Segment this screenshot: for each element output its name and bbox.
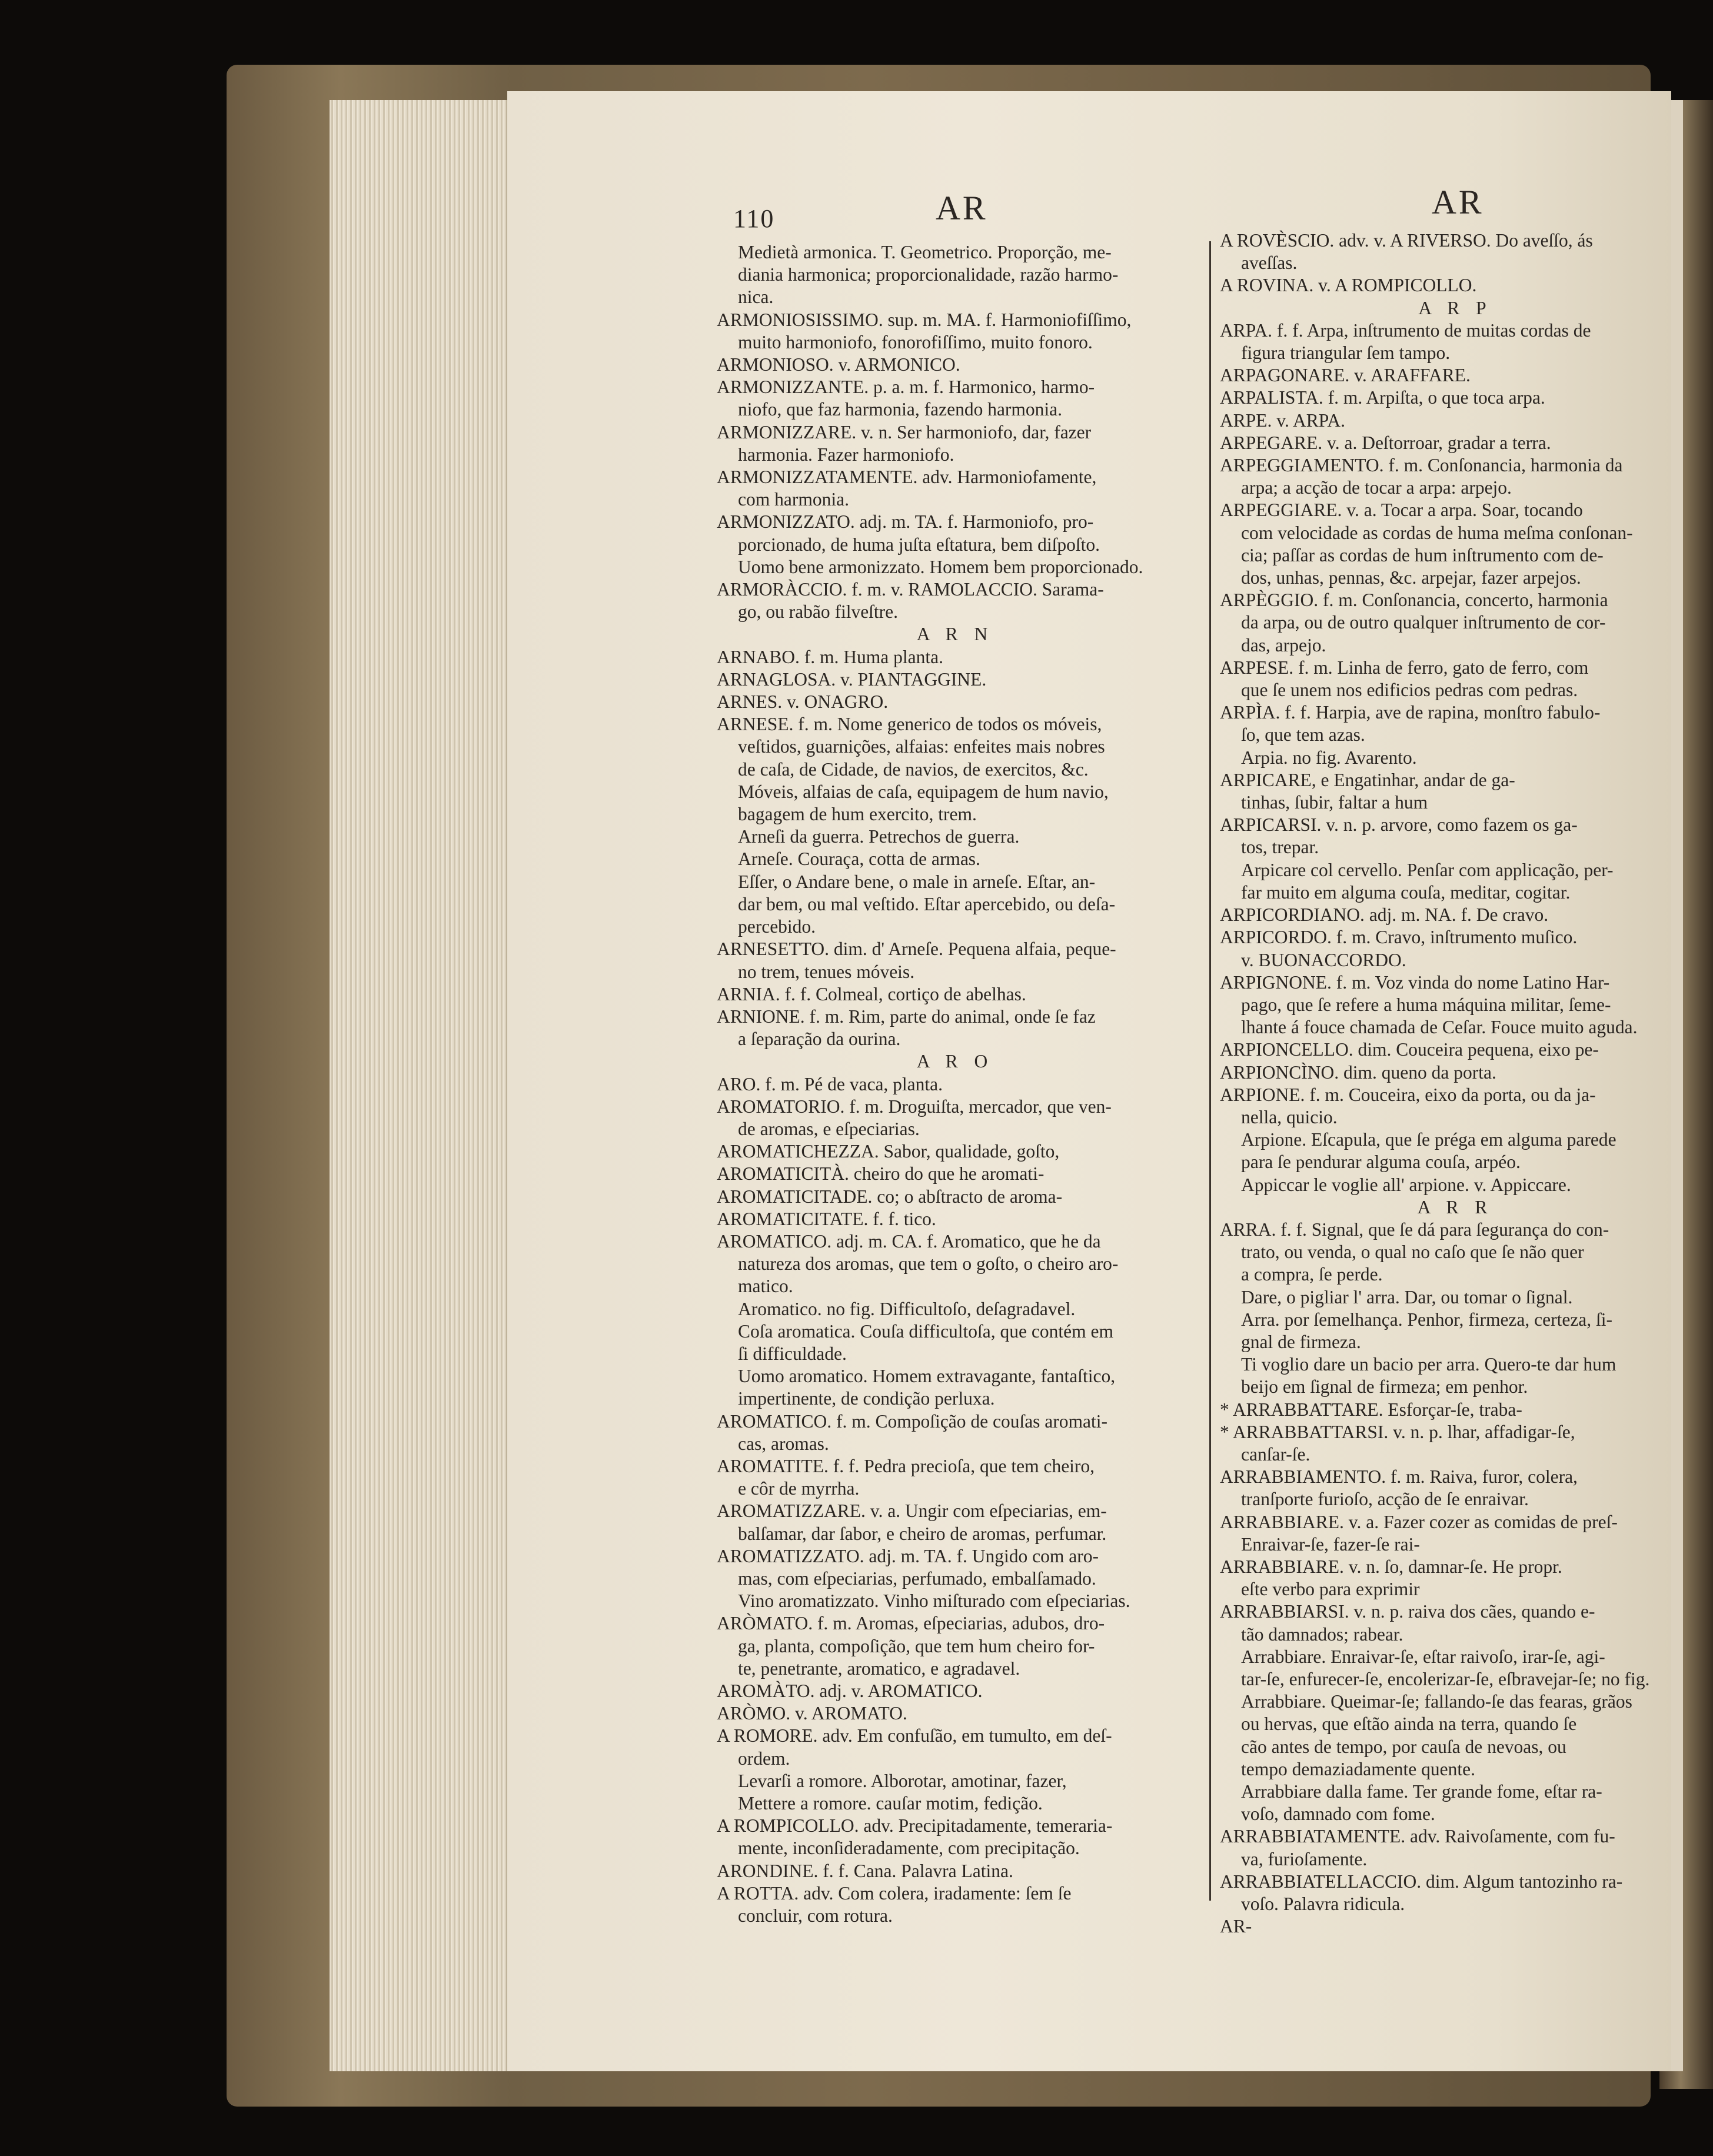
entry-line: Arpione. Eſcapula, que ſe préga em alguma parede — [1241, 1129, 1616, 1150]
entry-line: ARPA. f. f. Arpa, inſtrumento de muitas cordas de — [1220, 320, 1591, 341]
entry-line: Arneſi da guerra. Petrechos de guerra. — [738, 826, 1020, 847]
entry-line: niofo, que faz harmonia, fazendo harmonia. — [738, 399, 1063, 420]
entry-line: canſar-ſe. — [1241, 1443, 1310, 1465]
entry-line: AROMATIZZATO. adj. m. TA. f. Ungido com aro- — [717, 1545, 1099, 1566]
entry-line: ARNIONE. f. m. Rim, parte do animal, onde ſe faz — [717, 1006, 1096, 1027]
entry-line: A R N — [916, 624, 994, 645]
entry-line: com velocidade as cordas de huma meſma conſonan- — [1241, 522, 1633, 543]
entry-line: A R O — [916, 1051, 994, 1072]
entry-line: ARPÈGGIO. f. m. Conſonancia, concerto, harmonia — [1220, 590, 1608, 611]
entry-line: ga, planta, compoſição, que tem hum cheiro for- — [738, 1635, 1095, 1656]
entry-line: a compra, ſe perde. — [1241, 1264, 1383, 1285]
entry-line: te, penetrante, aromatico, e agradavel. — [738, 1658, 1020, 1679]
entry-line: ARNIA. f. f. Colmeal, cortiço de abelhas. — [717, 983, 1026, 1004]
entry-line: A ROVÈSCIO. adv. v. A RIVERSO. Do aveſſo, ás — [1220, 230, 1593, 251]
entry-line: ARMONIZZATAMENTE. adv. Harmoniofamente, — [717, 467, 1097, 488]
entry-line: veſtidos, guarnições, alfaias: enfeites mais nobres — [738, 736, 1105, 757]
entry-line: tempo demaziadamente quente. — [1241, 1758, 1475, 1779]
entry-line: diania harmonica; proporcionalidade, razão harmo- — [738, 264, 1119, 285]
entry-line: de caſa, de Cidade, de navios, de exercitos, &c. — [738, 758, 1089, 780]
entry-line: Ti voglio dare un bacio per arra. Quero-te dar hum — [1241, 1354, 1616, 1375]
entry-line: ARNAGLOSA. v. PIANTAGGINE. — [717, 668, 987, 690]
entry-line: ARPEGGIARE. v. a. Tocar a arpa. Soar, tocando — [1220, 500, 1583, 521]
entry-line: ARRABBIARSI. v. n. p. raiva dos cães, quando e- — [1220, 1601, 1595, 1622]
entry-line: v. BUONACCORDO. — [1241, 949, 1406, 970]
entry-line: ARÒMO. v. AROMATO. — [717, 1703, 907, 1724]
entry-line: nica. — [738, 287, 774, 308]
entry-line: tos, trepar. — [1241, 837, 1319, 858]
entry-line: ARPIONCELLO. dim. Couceira pequena, eixo pe- — [1220, 1039, 1599, 1060]
entry-line: ARPIGNONE. f. m. Voz vinda do nome Latino Har- — [1220, 971, 1610, 993]
entry-line: A ROTTA. adv. Com colera, iradamente: ſem ſe — [717, 1882, 1072, 1904]
entry-line: lhante á fouce chamada de Ceſar. Fouce muito aguda. — [1241, 1017, 1638, 1038]
entry-line: far muito em alguma couſa, meditar, cogitar. — [1241, 881, 1571, 903]
entry-line: ſi difficuldade. — [738, 1343, 847, 1364]
entry-line: ARPICORDO. f. m. Cravo, inſtrumento muſico. — [1220, 927, 1578, 948]
entry-line: cão antes de tempo, por cauſa de nevoas, ou — [1241, 1736, 1566, 1757]
entry-line: Arpicare col cervello. Penſar com applicação, per- — [1241, 859, 1614, 880]
entry-line: impertinente, de condição perluxa. — [738, 1388, 995, 1409]
entry-line: harmonia. Fazer harmoniofo. — [738, 444, 954, 465]
entry-line: Eſſer, o Andare bene, o male in arneſe. Eſtar, an- — [738, 871, 1096, 892]
entry-line: pago, que ſe refere a huma máquina militar, ſeme- — [1241, 994, 1611, 1015]
entry-line: ARNABO. f. m. Huma planta. — [717, 646, 943, 667]
entry-line: ARONDINE. f. f. Cana. Palavra Latina. — [717, 1860, 1013, 1881]
page-edges — [330, 100, 507, 2071]
entry-line: voſo, damnado com fome. — [1241, 1804, 1435, 1825]
entry-line: ARPAGONARE. v. ARAFFARE. — [1220, 365, 1471, 386]
entry-line: ARRA. f. f. Signal, que ſe dá para ſegurança do con- — [1220, 1219, 1609, 1240]
entry-line: para ſe pendurar alguma couſa, arpéo. — [1241, 1152, 1521, 1173]
entry-line: ARO. f. m. Pé de vaca, planta. — [717, 1073, 943, 1094]
entry-line: da arpa, ou de outro qualquer inſtrumento de cor- — [1241, 612, 1606, 633]
entry-line: Arpia. no fig. Avarento. — [1241, 747, 1417, 768]
entry-line: Arrabbiare. Queimar-ſe; fallando-ſe das fearas, grãos — [1241, 1691, 1632, 1712]
entry-line: tinhas, ſubir, faltar a hum — [1241, 792, 1428, 813]
entry-line: Arrabbiare dalla fame. Ter grande fome, eſtar ra- — [1241, 1781, 1602, 1802]
page-number: 110 — [733, 204, 775, 233]
entry-line: gnal de firmeza. — [1241, 1331, 1361, 1352]
entry-line: que ſe unem nos edificios pedras com pedras. — [1241, 680, 1578, 701]
entry-line: de aromas, e eſpeciarias. — [738, 1118, 920, 1139]
entry-line: ARNESE. f. m. Nome generico de todos os móveis, — [717, 714, 1102, 735]
right-column — [1220, 229, 1691, 1938]
entry-line: ARPICARSI. v. n. p. arvore, como fazem os ga- — [1220, 814, 1578, 836]
entry-line: AROMATICO. f. m. Compoſição de couſas aromati- — [717, 1410, 1108, 1432]
entry-line: matico. — [738, 1276, 793, 1297]
entry-line: ARRABBIAMENTO. f. m. Raiva, furor, colera, — [1220, 1466, 1578, 1488]
entry-line: ARRABBIATELLACCIO. dim. Algum tantozinho ra- — [1220, 1871, 1623, 1892]
entry-line: eſte verbo para exprimir — [1241, 1579, 1420, 1600]
entry-line: ARMONIOSO. v. ARMONICO. — [717, 354, 960, 375]
entry-line: concluir, com rotura. — [738, 1905, 893, 1927]
entry-line: ARMONIZZANTE. p. a. m. f. Harmonico, harmo- — [717, 377, 1095, 398]
entry-line: ARMONIZZARE. v. n. Ser harmoniofo, dar, fazer — [717, 421, 1092, 442]
entry-line: go, ou rabão filveſtre. — [738, 601, 899, 623]
entry-line: beijo em ſignal de firmeza; em penhor. — [1241, 1376, 1528, 1398]
entry-line: ARPALISTA. f. m. Arpiſta, o que toca arpa. — [1220, 387, 1545, 408]
entry-line: ARRABBIATAMENTE. adv. Raivoſamente, com fu- — [1220, 1826, 1615, 1847]
entry-line: Arrabbiare. Enraivar-ſe, eſtar raivoſo, irar-ſe, agi- — [1241, 1646, 1605, 1667]
entry-line: natureza dos aromas, que tem o goſto, o cheiro aro- — [738, 1253, 1119, 1275]
entry-line: Coſa aromatica. Couſa difficultoſa, que contém em — [738, 1320, 1113, 1342]
entry-line: ARNESETTO. dim. d' Arneſe. Pequena alfaia, peque- — [717, 939, 1116, 960]
entry-line: ARMONIOSISSIMO. sup. m. MA. f. Harmoniofiſſimo, — [717, 309, 1132, 330]
entry-line: Uomo bene armonizzato. Homem bem proporcionado. — [738, 556, 1143, 577]
entry-line: das, arpejo. — [1241, 634, 1326, 656]
entry-line: A ROMPICOLLO. adv. Precipitadamente, temeraria- — [717, 1815, 1113, 1836]
entry-line: ARMORÀCCIO. f. m. v. RAMOLACCIO. Sarama- — [717, 579, 1104, 600]
entry-line: ARPEGARE. v. a. Deſtorroar, gradar a terra. — [1220, 432, 1551, 453]
entry-line: AROMATICHEZZA. Sabor, qualidade, goſto, — [717, 1141, 1060, 1162]
entry-line: Arneſe. Couraça, cotta de armas. — [738, 849, 980, 870]
entry-line: mas, com eſpeciarias, perfumado, embalſamado. — [738, 1568, 1096, 1589]
entry-line: Vino aromatizzato. Vinho miſturado com eſpeciarias. — [738, 1591, 1130, 1612]
entry-line: AROMATICITADE. co; o abſtracto de aroma- — [717, 1186, 1063, 1207]
entry-line: AROMATIZZARE. v. a. Ungir com eſpeciarias, em- — [717, 1500, 1107, 1522]
entry-line: Mettere a romore. cauſar motim, fedição. — [738, 1793, 1043, 1814]
entry-line: ARNES. v. ONAGRO. — [717, 691, 889, 713]
entry-line: ARPEGGIAMENTO. f. m. Conſonancia, harmonia da — [1220, 455, 1623, 476]
entry-line: balſamar, dar ſabor, e cheiro de aromas, perfumar. — [738, 1523, 1107, 1544]
entry-line: A ROVINA. v. A ROMPICOLLO. — [1220, 275, 1477, 296]
entry-line: ſo, que tem azas. — [1241, 724, 1365, 746]
entry-line: * ARRABBATTARSI. v. n. p. lhar, affadigar-ſe, — [1220, 1421, 1575, 1442]
entry-line: A R R — [1417, 1196, 1494, 1217]
entry-line: ARPESE. f. m. Linha de ferro, gato de ferro, com — [1220, 657, 1589, 678]
entry-line: dar bem, ou mal veſtido. Eſtar apercebido, ou deſa- — [738, 893, 1116, 914]
entry-line: AROMATICITÀ. cheiro do que he aromati- — [717, 1163, 1045, 1185]
entry-line: e côr de myrrha. — [738, 1478, 860, 1499]
entry-line: percebido. — [738, 916, 816, 937]
entry-line: ARPIONE. f. m. Couceira, eixo da porta, ou da ja- — [1220, 1084, 1596, 1105]
entry-line: Arra. por ſemelhança. Penhor, firmeza, certeza, ſi- — [1241, 1309, 1613, 1330]
entry-line: ARMONIZZATO. adj. m. TA. f. Harmoniofo, pro- — [717, 511, 1094, 533]
entry-line: ARPICORDIANO. adj. m. NA. f. De cravo. — [1220, 904, 1549, 926]
entry-line: bagagem de hum exercito, trem. — [738, 804, 977, 825]
entry-line: Levarſi a romore. Alborotar, amotinar, fazer, — [738, 1770, 1067, 1791]
entry-line: aveſſas. — [1241, 252, 1298, 274]
entry-line: ARÒMATO. f. m. Aromas, eſpeciarias, adubos, dro- — [717, 1613, 1105, 1634]
entry-line: trato, ou venda, o qual no caſo que ſe não quer — [1241, 1242, 1584, 1263]
entry-line: Medietà armonica. T. Geometrico. Proporção, me- — [738, 242, 1112, 262]
entry-line: AROMATICO. adj. m. CA. f. Aromatico, que he da — [717, 1230, 1101, 1252]
entry-line: AROMATORIO. f. m. Droguiſta, mercador, que ven- — [717, 1096, 1112, 1117]
entry-line: tão damnados; rabear. — [1241, 1623, 1403, 1645]
entry-line: ARPICARE, e Engatinhar, andar de ga- — [1220, 769, 1515, 790]
entry-line: AROMATITE. f. f. Pedra precioſa, que tem cheiro, — [717, 1455, 1095, 1476]
entry-line: Dare, o pigliar l' arra. Dar, ou tomar o ſignal. — [1241, 1286, 1573, 1307]
entry-line: AROMATICITATE. f. f. tico. — [717, 1208, 936, 1229]
entry-line: ARRABBIARE. v. n. ſo, damnar-ſe. He propr. — [1220, 1556, 1562, 1577]
entry-line: ARRABBIARE. v. a. Fazer cozer as comidas de preſ- — [1220, 1511, 1618, 1532]
entry-line: va, furioſamente. — [1241, 1848, 1368, 1869]
page-content — [717, 182, 1670, 1948]
entry-line: voſo. Palavra ridicula. — [1241, 1894, 1405, 1915]
running-header-right: AR — [1432, 183, 1484, 221]
entry-line: ARPE. v. ARPA. — [1220, 410, 1345, 431]
entry-line: tranſporte furioſo, acção de ſe enraivar. — [1241, 1489, 1529, 1510]
entry-line: ordem. — [738, 1748, 790, 1769]
entry-line: ARPIONCÌNO. dim. queno da porta. — [1220, 1062, 1496, 1083]
entry-line: muito harmoniofo, fonorofiſſimo, muito fonoro. — [738, 331, 1093, 352]
entry-line: mente, inconſideradamente, com precipitação. — [738, 1838, 1080, 1859]
entry-line: porcionado, de huma juſta eſtatura, bem diſpoſto. — [738, 534, 1100, 555]
entry-line: ou hervas, que eſtão ainda na terra, quando ſe — [1241, 1714, 1577, 1735]
entry-line: no trem, tenues móveis. — [738, 961, 915, 982]
entry-line: cia; paſſar as cordas de hum inſtrumento com de- — [1241, 544, 1604, 565]
left-column — [717, 241, 1193, 1927]
entry-line: arpa; a acção de tocar a arpa: arpejo. — [1241, 477, 1512, 498]
entry-line: a ſeparação da ourina. — [738, 1029, 901, 1050]
entry-line: Appiccar le voglie all' arpione. v. Appiccare. — [1241, 1174, 1571, 1195]
entry-line: com harmonia. — [738, 489, 849, 510]
entry-line: figura triangular ſem tampo. — [1241, 342, 1451, 364]
entry-line: nella, quicio. — [1241, 1106, 1338, 1127]
entry-line: dos, unhas, pennas, &c. arpejar, fazer arpejos. — [1241, 567, 1581, 588]
entry-line: Móveis, alfaias de caſa, equipagem de hum navio, — [738, 781, 1109, 802]
column-divider — [1209, 241, 1211, 1901]
entry-line: A R P — [1418, 297, 1492, 318]
entry-line: * ARRABBATTARE. Esforçar-ſe, traba- — [1220, 1399, 1522, 1420]
entry-line: tar-ſe, enfurecer-ſe, encolerizar-ſe, eſbravejar-ſe; no fig. — [1241, 1669, 1650, 1689]
entry-line: Enraivar-ſe, fazer-ſe rai- — [1241, 1533, 1420, 1555]
entry-line: AROMÀTO. adj. v. AROMATICO. — [717, 1681, 983, 1701]
running-header-left: AR — [936, 189, 988, 227]
entry-line: ARPÌA. f. f. Harpia, ave de rapina, monſtro fabulo- — [1220, 702, 1601, 723]
entry-line: AR- — [1220, 1916, 1252, 1937]
entry-line: A ROMORE. adv. Em confuſão, em tumulto, em deſ- — [717, 1725, 1112, 1746]
entry-line: cas, aromas. — [738, 1433, 829, 1454]
entry-line: Aromatico. no fig. Difficultoſo, deſagradavel. — [738, 1298, 1076, 1319]
entry-line: Uomo aromatico. Homem extravagante, fantaſtico, — [738, 1366, 1116, 1387]
